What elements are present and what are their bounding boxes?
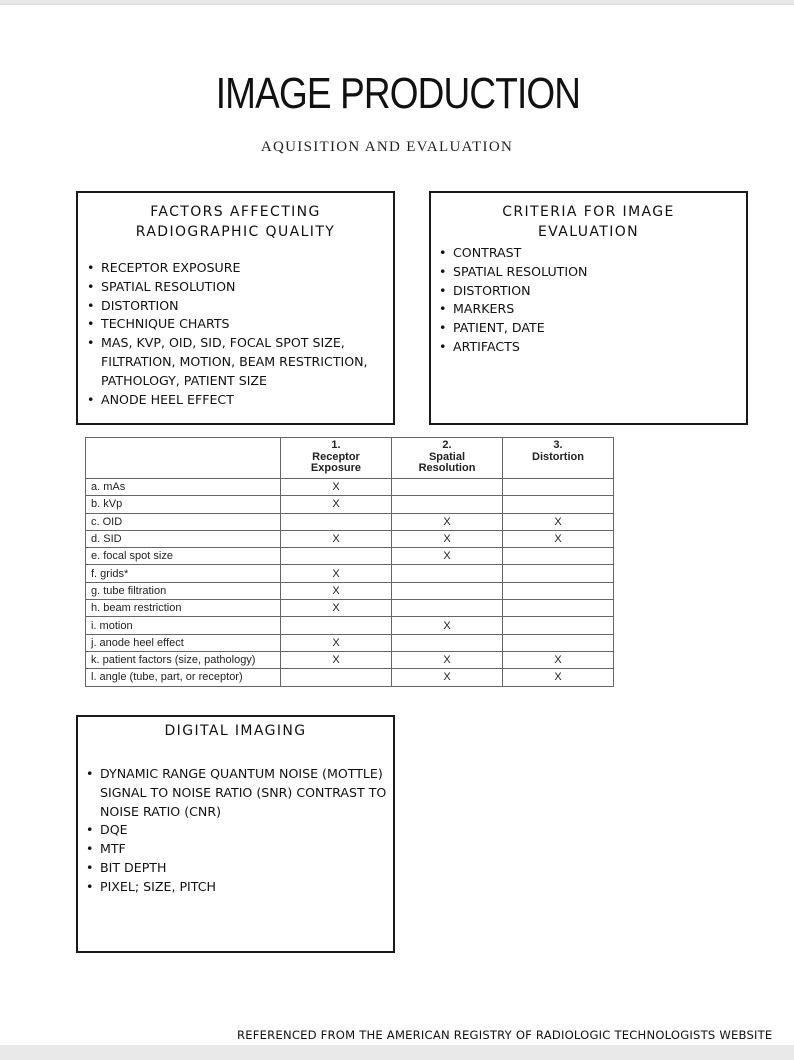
row-label: h. beam restriction	[86, 600, 281, 617]
digital-heading: DIGITAL IMAGING	[164, 723, 307, 739]
row-label: e. focal spot size	[86, 548, 281, 565]
column-number: 2.	[442, 439, 452, 451]
table-cell: X	[392, 513, 503, 530]
table-cell: X	[281, 496, 392, 513]
list-item: • MARKERS	[453, 300, 746, 319]
table-cell: X	[281, 600, 392, 617]
digital-list	[78, 765, 393, 897]
list-item: • PIXEL; SIZE, PITCH	[100, 878, 393, 897]
table-cell	[281, 548, 392, 565]
column-label: Receptor	[312, 450, 360, 463]
factors-heading-line1: FACTORS AFFECTING	[150, 204, 321, 220]
column-label: Resolution	[418, 462, 476, 474]
list-item: • DYNAMIC RANGE QUANTUM NOISE (MOTTLE) SIGNAL TO NOISE RATIO (SNR) CONTRAST TO NOISE RATIO (CNR)	[100, 765, 393, 821]
list-item: • TECHNIQUE CHARTS	[101, 315, 393, 334]
document-page	[0, 4, 794, 1045]
table-cell	[503, 496, 614, 513]
table-cell: X	[392, 651, 503, 668]
factors-list	[78, 259, 393, 409]
table-header-row	[86, 438, 614, 479]
table-cell: X	[392, 548, 503, 565]
column-header	[392, 438, 503, 479]
row-label: i. motion	[86, 617, 281, 634]
row-label: j. anode heel effect	[86, 634, 281, 651]
factors-box	[76, 191, 395, 425]
table-cell: X	[392, 617, 503, 634]
table-cell: X	[503, 513, 614, 530]
table-cell	[503, 565, 614, 582]
table-row	[86, 548, 614, 565]
criteria-heading	[431, 202, 746, 242]
list-item: • BIT DEPTH	[100, 859, 393, 878]
table-cell	[503, 548, 614, 565]
row-label: a. mAs	[86, 479, 281, 496]
criteria-heading-line2: EVALUATION	[537, 224, 640, 240]
column-header	[281, 438, 392, 479]
list-item: • MTF	[100, 840, 393, 859]
table-cell	[392, 600, 503, 617]
criteria-heading-line1: CRITERIA FOR IMAGE	[502, 204, 675, 220]
list-item: • MAS, KVP, OID, SID, FOCAL SPOT SIZE, FILTRATION, MOTION, BEAM RESTRICTION, PATHOLOGY, PATIENT SIZE	[101, 334, 393, 390]
table-row	[86, 582, 614, 599]
list-item: • DISTORTION	[453, 282, 746, 301]
row-label: b. kVp	[86, 496, 281, 513]
table-cell	[503, 582, 614, 599]
table-body	[86, 479, 614, 687]
table-row	[86, 479, 614, 496]
digital-imaging-box	[76, 715, 395, 953]
table-row	[86, 669, 614, 686]
table-cell: X	[281, 565, 392, 582]
list-item: • SPATIAL RESOLUTION	[453, 263, 746, 282]
list-item: • ARTIFACTS	[453, 338, 746, 357]
list-item: • PATIENT, DATE	[453, 319, 746, 338]
table-cell: X	[281, 479, 392, 496]
table-cell	[392, 634, 503, 651]
list-item: • DISTORTION	[101, 297, 393, 316]
factors-table	[85, 437, 614, 687]
table-row	[86, 600, 614, 617]
table-row	[86, 565, 614, 582]
page-subtitle: AQUISITION AND EVALUATION	[260, 139, 514, 155]
criteria-list	[431, 244, 746, 357]
table-cell	[392, 479, 503, 496]
table-row	[86, 513, 614, 530]
row-label: l. angle (tube, part, or receptor)	[86, 669, 281, 686]
table-corner-cell	[86, 438, 281, 479]
factors-heading	[78, 202, 393, 242]
table-cell: X	[503, 651, 614, 668]
table-row	[86, 496, 614, 513]
row-label: f. grids*	[86, 565, 281, 582]
table-cell: X	[281, 582, 392, 599]
list-item: • RECEPTOR EXPOSURE	[101, 259, 393, 278]
table-cell	[503, 634, 614, 651]
table-cell	[392, 582, 503, 599]
row-label: d. SID	[86, 530, 281, 547]
table-cell	[281, 669, 392, 686]
table-row	[86, 617, 614, 634]
table-row	[86, 651, 614, 668]
table-cell: X	[503, 669, 614, 686]
column-label: Exposure	[310, 462, 362, 474]
table-row	[86, 530, 614, 547]
table-cell: X	[281, 530, 392, 547]
list-item: • DQE	[100, 821, 393, 840]
row-label: c. OID	[86, 513, 281, 530]
table-cell	[503, 600, 614, 617]
row-label: k. patient factors (size, pathology)	[86, 651, 281, 668]
column-label: Distortion	[532, 450, 584, 463]
reference-footer: REFERENCED FROM THE AMERICAN REGISTRY OF RADIOLOGIC TECHNOLOGISTS WEBSITE	[237, 1028, 773, 1042]
table-cell: X	[281, 634, 392, 651]
column-header	[503, 438, 614, 479]
column-number: 1.	[331, 439, 341, 451]
table-cell: X	[392, 669, 503, 686]
table-cell	[503, 617, 614, 634]
list-item: • SPATIAL RESOLUTION	[101, 278, 393, 297]
table-cell: X	[392, 530, 503, 547]
list-item: • CONTRAST	[453, 244, 746, 263]
table-cell	[281, 617, 392, 634]
table-cell	[281, 513, 392, 530]
column-label: Spatial	[428, 450, 466, 463]
table-row	[86, 634, 614, 651]
column-number: 3.	[553, 439, 563, 451]
table-cell	[392, 565, 503, 582]
page-title: IMAGE PRODUCTION	[215, 69, 581, 118]
criteria-box	[429, 191, 748, 425]
list-item: • ANODE HEEL EFFECT	[101, 391, 393, 410]
table-cell	[503, 479, 614, 496]
table-cell	[392, 496, 503, 513]
factors-heading-line2: RADIOGRAPHIC QUALITY	[135, 224, 336, 240]
table-cell: X	[503, 530, 614, 547]
row-label: g. tube filtration	[86, 582, 281, 599]
table-cell: X	[281, 651, 392, 668]
